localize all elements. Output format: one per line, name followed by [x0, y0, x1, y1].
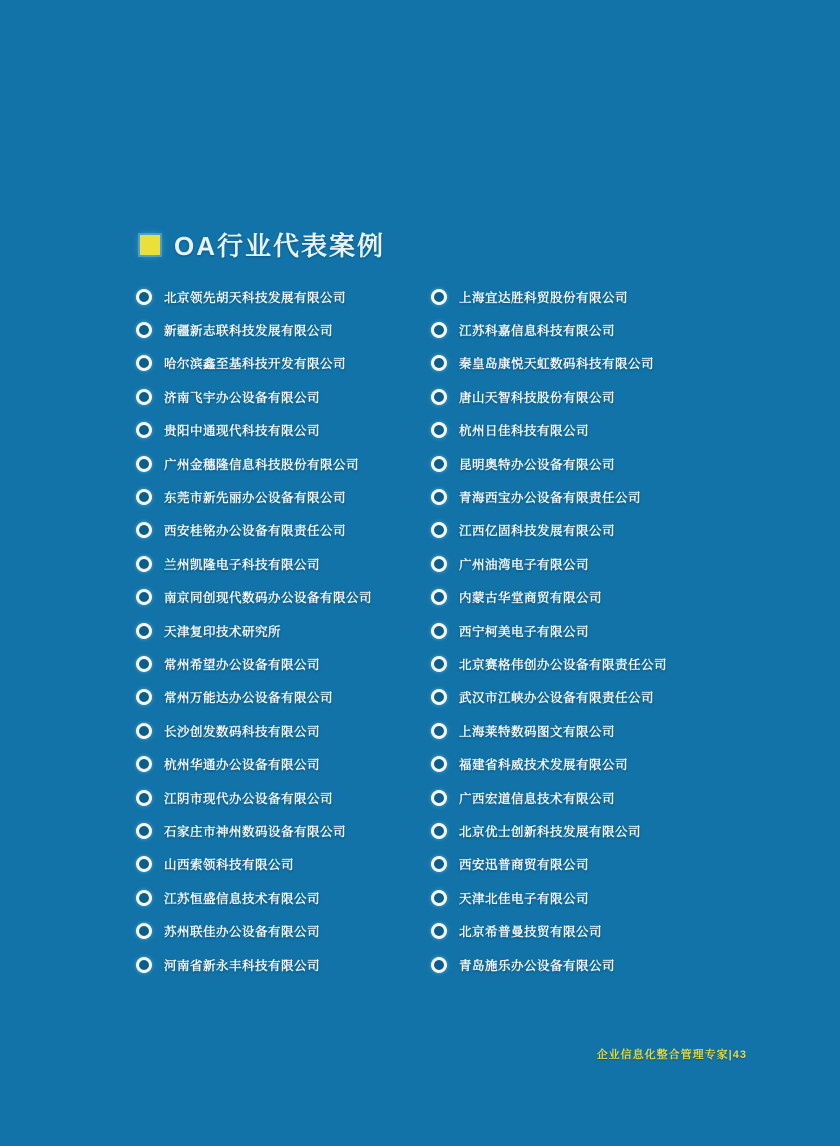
company-name: 江西亿固科技发展有限公司 [459, 524, 616, 539]
company-list-item [431, 781, 741, 814]
circle-bullet-icon [136, 389, 152, 405]
circle-bullet-icon [136, 355, 152, 371]
yellow-square-bullet-icon [140, 235, 160, 255]
company-name: 西宁柯美电子有限公司 [459, 624, 590, 639]
circle-bullet-icon [136, 623, 152, 639]
company-name: 山西索领科技有限公司 [164, 858, 295, 873]
company-name: 武汉市江峡办公设备有限责任公司 [459, 691, 655, 706]
company-list-item [136, 414, 436, 447]
company-list-item [431, 814, 741, 847]
company-list-item [431, 614, 741, 647]
circle-bullet-icon [431, 689, 447, 705]
company-name: 贵阳中通现代科技有限公司 [164, 424, 321, 439]
company-name: 兰州凯隆电子科技有限公司 [164, 557, 321, 572]
company-list-item [431, 447, 741, 480]
circle-bullet-icon [136, 422, 152, 438]
company-list-item [431, 914, 741, 947]
company-list-item [136, 313, 436, 346]
company-list-item [136, 848, 436, 881]
circle-bullet-icon [431, 856, 447, 872]
company-list-item [431, 848, 741, 881]
company-list-item [136, 714, 436, 747]
circle-bullet-icon [431, 623, 447, 639]
circle-bullet-icon [136, 723, 152, 739]
company-name: 东莞市新先丽办公设备有限公司 [164, 491, 347, 506]
company-list-item [136, 647, 436, 680]
company-list-item [431, 948, 741, 981]
company-list-item [431, 647, 741, 680]
company-list-item [136, 547, 436, 580]
company-name: 广州油湾电子有限公司 [459, 557, 590, 572]
company-list-item [431, 547, 741, 580]
circle-bullet-icon [431, 957, 447, 973]
company-name: 常州希望办公设备有限公司 [164, 657, 321, 672]
company-list-item [136, 447, 436, 480]
circle-bullet-icon [136, 322, 152, 338]
circle-bullet-icon [136, 856, 152, 872]
circle-bullet-icon [431, 489, 447, 505]
company-name: 新疆新志联科技发展有限公司 [164, 324, 334, 339]
company-list-item [431, 581, 741, 614]
company-list-item [136, 480, 436, 513]
company-name: 福建省科威技术发展有限公司 [459, 758, 629, 773]
company-name: 河南省新永丰科技有限公司 [164, 958, 321, 973]
company-name: 上海宜达胜科贸股份有限公司 [459, 290, 629, 305]
company-name: 常州万能达办公设备有限公司 [164, 691, 334, 706]
company-name: 江苏科嘉信息科技有限公司 [459, 324, 616, 339]
company-list-item [431, 380, 741, 413]
company-name: 石家庄市神州数码设备有限公司 [164, 824, 347, 839]
circle-bullet-icon [136, 689, 152, 705]
circle-bullet-icon [431, 556, 447, 572]
company-name: 广州金穗隆信息科技股份有限公司 [164, 457, 360, 472]
circle-bullet-icon [136, 556, 152, 572]
company-list-item [136, 347, 436, 380]
circle-bullet-icon [136, 656, 152, 672]
circle-bullet-icon [431, 422, 447, 438]
company-list-item [136, 614, 436, 647]
circle-bullet-icon [136, 756, 152, 772]
circle-bullet-icon [431, 923, 447, 939]
company-name: 上海莱特数码图文有限公司 [459, 724, 616, 739]
circle-bullet-icon [136, 456, 152, 472]
circle-bullet-icon [431, 790, 447, 806]
circle-bullet-icon [431, 389, 447, 405]
company-list-item [431, 313, 741, 346]
company-list-item [136, 814, 436, 847]
company-list-right [431, 280, 741, 981]
company-list-item [136, 514, 436, 547]
circle-bullet-icon [136, 923, 152, 939]
company-list-left [136, 280, 436, 981]
circle-bullet-icon [136, 890, 152, 906]
company-name: 长沙创发数码科技有限公司 [164, 724, 321, 739]
circle-bullet-icon [431, 656, 447, 672]
company-name: 西安桂铭办公设备有限责任公司 [164, 524, 347, 539]
company-list-item [431, 747, 741, 780]
circle-bullet-icon [431, 322, 447, 338]
company-list-item [431, 881, 741, 914]
company-name: 天津复印技术研究所 [164, 624, 282, 639]
circle-bullet-icon [431, 589, 447, 605]
company-name: 哈尔滨鑫至基科技开发有限公司 [164, 357, 347, 372]
circle-bullet-icon [136, 289, 152, 305]
circle-bullet-icon [431, 823, 447, 839]
section-title-row [140, 226, 385, 263]
company-name: 杭州华通办公设备有限公司 [164, 758, 321, 773]
company-name: 苏州联佳办公设备有限公司 [164, 925, 321, 940]
footer-page-label: 企业信息化整合管理专家|43 [596, 1049, 747, 1061]
company-name: 江苏恒盛信息技术有限公司 [164, 891, 321, 906]
company-name: 江阴市现代办公设备有限公司 [164, 791, 334, 806]
company-name: 青岛施乐办公设备有限公司 [459, 958, 616, 973]
circle-bullet-icon [136, 957, 152, 973]
company-name: 青海西宝办公设备有限责任公司 [459, 491, 642, 506]
company-name: 天津北佳电子有限公司 [459, 891, 590, 906]
company-list-item [136, 280, 436, 313]
circle-bullet-icon [431, 723, 447, 739]
company-name: 内蒙古华堂商贸有限公司 [459, 591, 603, 606]
company-name: 北京优士创新科技发展有限公司 [459, 824, 642, 839]
company-list-item [136, 747, 436, 780]
circle-bullet-icon [431, 289, 447, 305]
company-list-item [431, 714, 741, 747]
company-name: 西安迅普商贸有限公司 [459, 858, 590, 873]
company-list-item [431, 681, 741, 714]
company-list-item [136, 681, 436, 714]
company-list-item [136, 948, 436, 981]
company-list-item [136, 914, 436, 947]
circle-bullet-icon [431, 890, 447, 906]
circle-bullet-icon [431, 456, 447, 472]
company-name: 昆明奥特办公设备有限公司 [459, 457, 616, 472]
company-name: 济南飞宇办公设备有限公司 [164, 390, 321, 405]
company-list-item [431, 480, 741, 513]
circle-bullet-icon [136, 790, 152, 806]
company-name: 北京希普曼技贸有限公司 [459, 925, 603, 940]
circle-bullet-icon [431, 522, 447, 538]
company-name: 南京同创现代数码办公设备有限公司 [164, 591, 373, 606]
company-name: 北京赛格伟创办公设备有限责任公司 [459, 657, 668, 672]
company-list-item [136, 781, 436, 814]
company-list-item [431, 514, 741, 547]
circle-bullet-icon [431, 355, 447, 371]
circle-bullet-icon [136, 522, 152, 538]
company-list-item [136, 380, 436, 413]
company-list-item [136, 581, 436, 614]
company-list-item [431, 414, 741, 447]
company-name: 杭州日佳科技有限公司 [459, 424, 590, 439]
circle-bullet-icon [136, 823, 152, 839]
company-list-item [431, 280, 741, 313]
company-list-item [136, 881, 436, 914]
circle-bullet-icon [136, 589, 152, 605]
company-name: 北京领先胡天科技发展有限公司 [164, 290, 347, 305]
company-name: 广西宏道信息技术有限公司 [459, 791, 616, 806]
company-list-item [431, 347, 741, 380]
company-name: 秦皇岛康悦天虹数码科技有限公司 [459, 357, 655, 372]
circle-bullet-icon [431, 756, 447, 772]
circle-bullet-icon [136, 489, 152, 505]
page-title: OA行业代表案例 [174, 231, 386, 261]
company-name: 唐山天智科技股份有限公司 [459, 390, 616, 405]
